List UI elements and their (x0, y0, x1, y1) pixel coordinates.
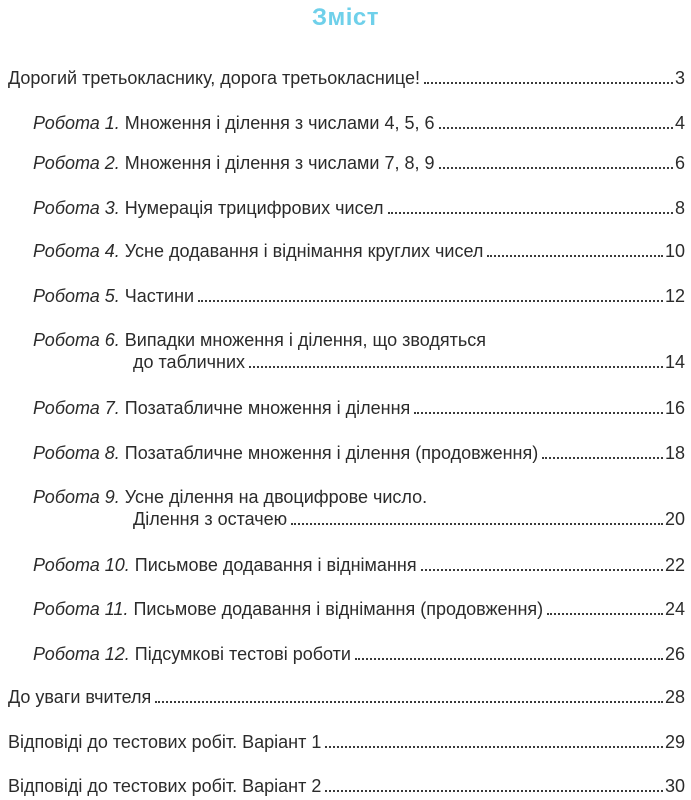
dot-leader (542, 457, 663, 459)
dot-leader (421, 569, 663, 571)
toc-entry-title: Відповіді до тестових робіт. Варіант 1 (8, 732, 322, 752)
toc-entry-title: Випадки множення і ділення, що зводяться (124, 330, 486, 350)
toc-entry-page: 12 (664, 286, 685, 306)
toc-entry-work-3 (33, 197, 685, 219)
toc-entry-title-continued: Ділення з остачею (133, 509, 288, 529)
toc-entry-work-8 (33, 442, 685, 464)
toc-entry-page: 20 (664, 509, 685, 529)
toc-entry-page: 30 (664, 776, 685, 796)
toc-entry-title: Позатабличне множення і ділення (продовження) (124, 443, 539, 463)
toc-entry-page: 16 (664, 398, 685, 418)
toc-entry-number: Робота 9. (33, 487, 120, 507)
dot-leader (439, 167, 673, 169)
toc-entry-work-10 (33, 554, 685, 576)
dot-leader (291, 523, 663, 525)
toc-entry-page: 10 (664, 241, 685, 261)
toc-entry-work-1 (33, 112, 685, 134)
toc-entry-work-9 (33, 486, 685, 530)
toc-entry-page: 3 (674, 68, 685, 88)
toc-entry-page: 28 (664, 687, 685, 707)
toc-entry-page: 24 (664, 599, 685, 619)
toc-entry-page: 22 (664, 555, 685, 575)
dot-leader (487, 255, 663, 257)
toc-entry-title: Усне ділення на двоцифрове число. (124, 487, 428, 507)
toc-entry-number: Робота 6. (33, 330, 120, 350)
toc-entry-title: Частини (124, 286, 195, 306)
toc-entry-title: Усне додавання і віднімання круглих чисел (124, 241, 484, 261)
toc-entry-title: Позатабличне множення і ділення (124, 398, 411, 418)
toc-entry-number: Робота 5. (33, 286, 120, 306)
toc-entry-page: 18 (664, 443, 685, 463)
toc-entry-greeting (8, 67, 685, 89)
toc-entry-page: 14 (664, 352, 685, 372)
dot-leader (424, 82, 673, 84)
dot-leader (414, 412, 663, 414)
toc-entry-title: Дорогий третьокласнику, дорога третьокласнице! (8, 68, 420, 88)
toc-entry-title: Письмове додавання і віднімання (134, 555, 417, 575)
toc-entry-title: Письмове додавання і віднімання (продовження) (133, 599, 544, 619)
toc-entry-answers-1 (8, 731, 685, 753)
dot-leader (439, 127, 673, 129)
toc-entry-number: Робота 11. (33, 599, 129, 619)
toc-entry-number: Робота 1. (33, 113, 120, 133)
toc-entry-work-6 (33, 329, 685, 373)
dot-leader (325, 746, 663, 748)
toc-entry-title: Множення і ділення з числами 4, 5, 6 (124, 113, 435, 133)
toc-entry-page: 29 (664, 732, 685, 752)
toc-entry-teacher-note (8, 686, 685, 708)
toc-entry-number: Робота 12. (33, 644, 130, 664)
toc-entry-title: До уваги вчителя (8, 687, 152, 707)
toc-entry-work-4 (33, 240, 685, 262)
toc-entry-work-12 (33, 643, 685, 665)
dot-leader (198, 300, 663, 302)
dot-leader (249, 366, 663, 368)
toc-entry-title: Множення і ділення з числами 7, 8, 9 (124, 153, 435, 173)
toc-entry-number: Робота 4. (33, 241, 120, 261)
toc-entry-work-11 (33, 598, 685, 620)
toc-entry-number: Робота 10. (33, 555, 130, 575)
toc-entry-page: 4 (674, 113, 685, 133)
dot-leader (355, 658, 663, 660)
toc-entry-title: Відповіді до тестових робіт. Варіант 2 (8, 776, 322, 796)
dot-leader (155, 701, 663, 703)
toc-entry-work-2 (33, 152, 685, 174)
toc-entry-number: Робота 2. (33, 153, 120, 173)
page-title: Зміст (311, 4, 380, 31)
toc-entry-title-continued: до табличних (133, 352, 245, 372)
toc-entry-title: Нумерація трицифрових чисел (124, 198, 384, 218)
toc-entry-work-5 (33, 285, 685, 307)
toc-entry-title: Підсумкові тестові роботи (134, 644, 351, 664)
toc-entry-page: 26 (664, 644, 685, 664)
toc-entry-page: 8 (674, 198, 685, 218)
dot-leader (325, 790, 663, 792)
toc-entry-page: 6 (674, 153, 685, 173)
toc-entry-number: Робота 8. (33, 443, 120, 463)
dot-leader (547, 613, 663, 615)
toc-entry-number: Робота 3. (33, 198, 120, 218)
toc-entry-number: Робота 7. (33, 398, 120, 418)
toc-entry-work-7 (33, 397, 685, 419)
dot-leader (388, 212, 673, 214)
toc-entry-answers-2 (8, 775, 685, 797)
